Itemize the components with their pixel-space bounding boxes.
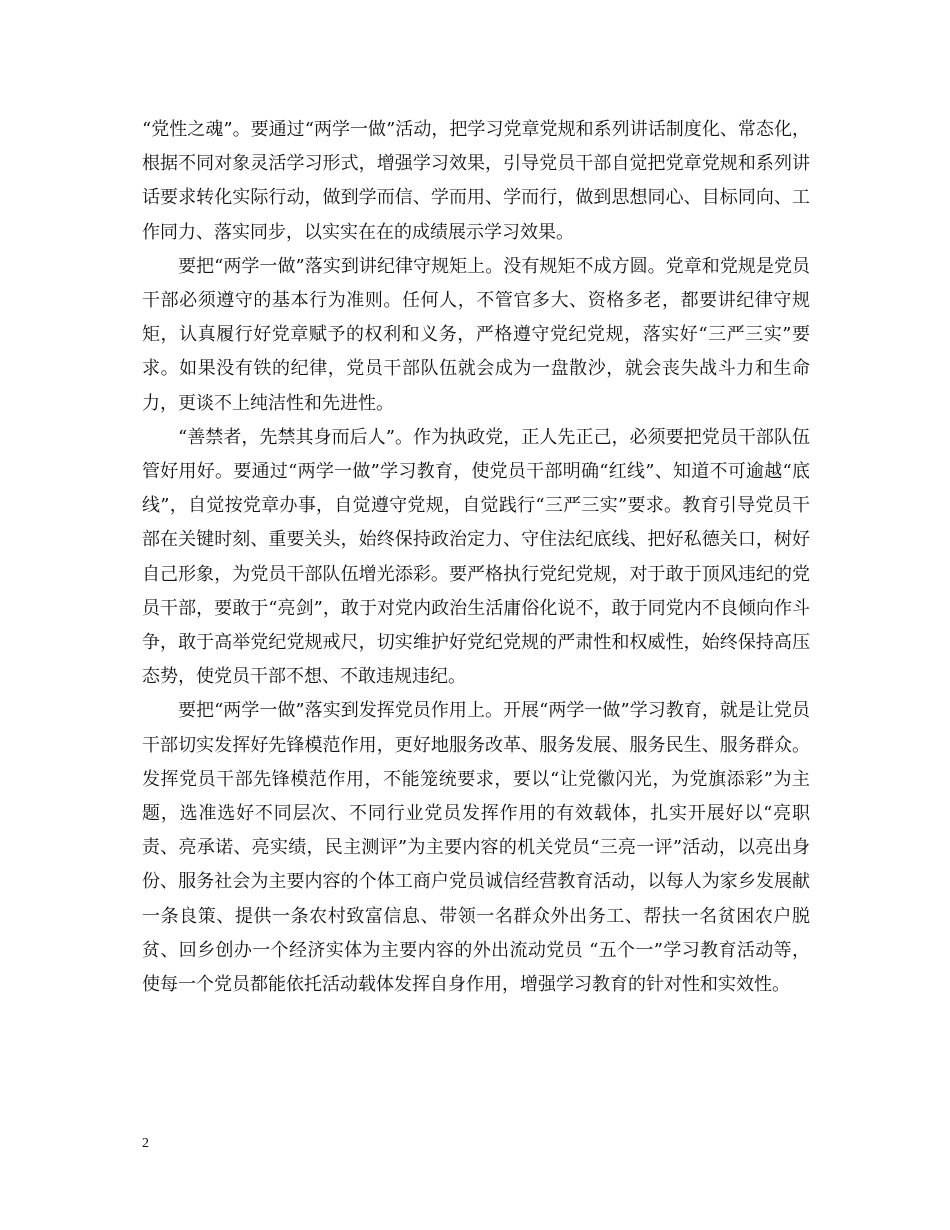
paragraph-3: “善禁者，先禁其身而后人”。作为执政党，正人先正己，必须要把党员干部队伍管好用好。要通过“两学一做”学习教育，使党员干部明确“红线”、知道不可逾越“底线”，自觉按党章办事，自觉遵守党规，自觉践行“三严三实”要求。教育引导党员干部在关键时刻、重要关头，始终保持政治定力、守住法纪底线、把好私德关口，树好自己形象，为党员干部队伍增光添彩。要严格执行党纪党规，对于敢于顶风违纪的党员干部，要敢于“亮剑”，敢于对党内政治生活庸俗化说不，敢于同党内不良倾向作斗争，敢于高举党纪党规戒尺，切实维护好党纪党规的严肃性和权威性，始终保持高压态势，使党员干部不想、不敢违规违纪。 [142, 426, 810, 688]
page-number: 2 [142, 1136, 149, 1151]
document-body [142, 113, 810, 1002]
paragraph-1: “党性之魂”。要通过“两学一做”活动，把学习党章党规和系列讲话制度化、常态化，根据不同对象灵活学习形式，增强学习效果，引导党员干部自觉把党章党规和系列讲话要求转化实际行动，做到学而信、学而用、学而行，做到思想同心、目标同向、工作同力、落实同步，以实实在在的成绩展示学习效果。 [142, 119, 810, 243]
paragraph-4: 要把“两学一做”落实到发挥党员作用上。开展“两学一做”学习教育，就是让党员干部切实发挥好先锋模范作用，更好地服务改革、服务发展、服务民生、服务群众。发挥党员干部先锋模范作用，不能笼统要求，要以“让党徽闪光，为党旗添彩”为主题，选准选好不同层次、不同行业党员发挥作用的有效载体，扎实开展好以“亮职责、亮承诺、亮实绩，民主测评”为主要内容的机关党员“三亮一评”活动，以亮出身份、服务社会为主要内容的个体工商户党员诚信经营教育活动，以每人为家乡发展献一条良策、提供一条农村致富信息、带领一名群众外出务工、帮扶一名贫困农户脱贫、回乡创办一个经济实体为主要内容的外出流动党员 “五个一”学习教育活动等，使每一个党员都能依托活动载体发挥自身作用，增强学习教育的针对性和实效性。 [142, 700, 810, 996]
paragraph-2: 要把“两学一做”落实到讲纪律守规矩上。没有规矩不成方圆。党章和党规是党员干部必须遵守的基本行为准则。任何人，不管官多大、资格多老，都要讲纪律守规矩，认真履行好党章赋予的权利和义务，严格遵守党纪党规，落实好“三严三实”要求。如果没有铁的纪律，党员干部队伍就会成为一盘散沙，就会丧失战斗力和生命力，更谈不上纯洁性和先进性。 [142, 255, 810, 414]
